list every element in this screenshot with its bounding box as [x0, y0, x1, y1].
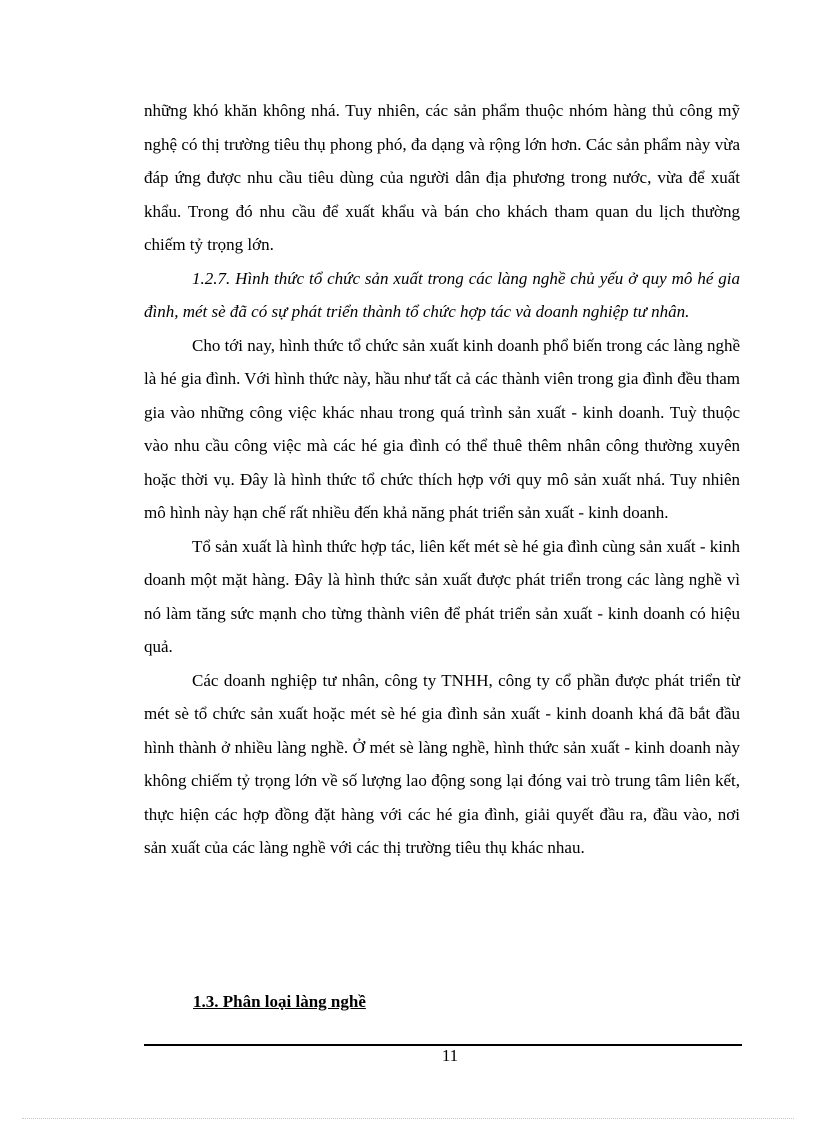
body-text: [144, 94, 740, 865]
paragraph-enterprises: Các doanh nghiệp tư nhân, công ty TNHH, công ty cổ phần được phát triển từ mét sè tổ chức sản xuất hoặc mét sè hé gia đình sản xuất - kinh doanh khá đã bắt đầu hình thành ở nhiều làng nghề. Ở mét sè làng nghề, hình thức sản xuất - kinh doanh này không chiếm tỷ trọng lớn về số lượng lao động song lại đóng vai trò trung tâm liên kết, thực hiện các hợp đồng đặt hàng với các hé gia đình, giải quyết đầu ra, đầu vào, nơi sản xuất của các làng nghề với các thị trường tiêu thụ khác nhau.: [144, 670, 740, 857]
paragraph-production-group: Tổ sản xuất là hình thức hợp tác, liên kết mét sè hé gia đình cùng sản xuất - kinh doanh một mặt hàng. Đây là hình thức sản xuất được phát triển trong các làng nghề vì nó làm tăng sức mạnh cho từng thành viên để phát triển sản xuất - kinh doanh có hiệu quả.: [144, 536, 740, 656]
paragraph-household: Cho tới nay, hình thức tổ chức sản xuất kinh doanh phổ biến trong các làng nghề là hé gia đình. Với hình thức này, hầu như tất cả các thành viên trong gia đình đều tham gia vào những công việc khác nhau trong quá trình sản xuất - kinh doanh. Tuỳ thuộc vào nhu cầu công việc mà các hé gia đình có thể thuê thêm nhân công thường xuyên hoặc thời vụ. Đây là hình thức tổ chức thích hợp với quy mô sản xuất nhá. Tuy nhiên mô hình này hạn chế rất nhiều đến khả năng phát triển sản xuất - kinh doanh.: [144, 335, 741, 522]
subsection-1-2-7: 1.2.7. Hình thức tổ chức sản xuất trong các làng nghề chủ yếu ở quy mô hé gia đình, mét sè đã có sự phát triển thành tổ chức hợp tác và doanh nghiệp tư nhân.: [144, 268, 740, 321]
section-heading-1-3: 1.3. Phân loại làng nghề: [193, 992, 366, 1011]
paragraph-continuation: những khó khăn không nhá. Tuy nhiên, các sản phẩm thuộc nhóm hàng thủ công mỹ nghệ có thị trường tiêu thụ phong phó, đa dạng và rộng lớn hơn. Các sản phẩm này vừa đáp ứng được nhu cầu tiêu dùng của người dân địa phương trong nước, vừa để xuất khẩu. Trong đó nhu cầu để xuất khẩu và bán cho khách tham quan du lịch thường chiếm tỷ trọng lớn.: [144, 101, 740, 254]
page-edge-dotted-line: [22, 1118, 794, 1119]
page-number: 11: [441, 1046, 459, 1065]
